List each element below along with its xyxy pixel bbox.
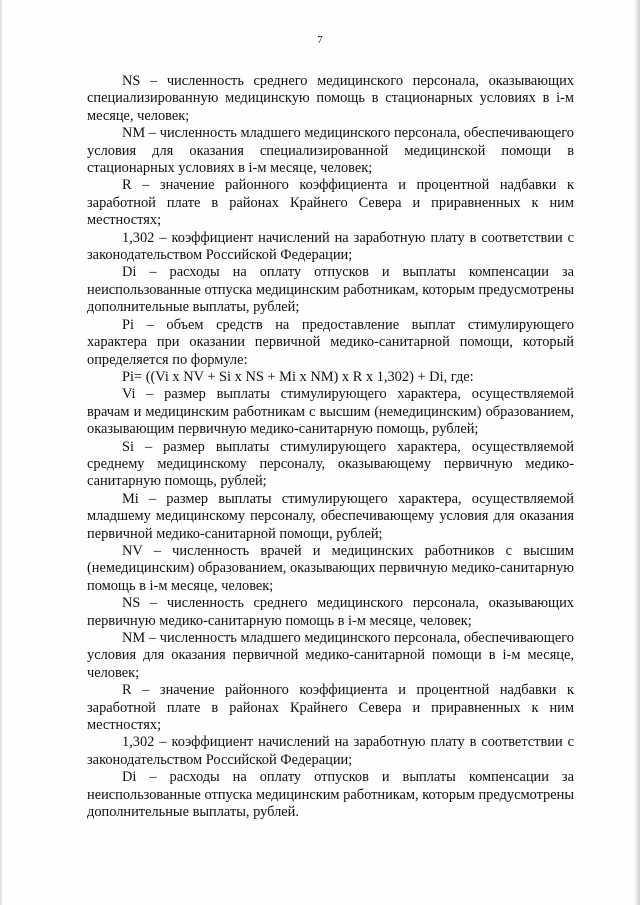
document-body [87, 73, 574, 821]
definition-vi: Vi – размер выплаты стимулирующего характера, осуществляемой врачам и медицинским работникам с высшим (немедицинским) образованием, оказывающим первичную медико-санитарную помощь, рублей; [87, 386, 574, 438]
definition-coefficient-primary: 1,302 – коэффициент начислений на заработную плату в соответствии с законодательством Российской Федерации; [87, 734, 574, 768]
definition-nm-specialized: NM – численность младшего медицинского персонала, обеспечивающего условия для оказания специализированной медицинской помощи в стационарных условиях в i-м месяце, человек; [87, 125, 574, 177]
definition-di-specialized: Di – расходы на оплату отпусков и выплаты компенсации за неиспользованные отпуска медицинским работникам, которым предусмотрены дополнительные выплаты, рублей; [87, 264, 574, 316]
page-number: 7 [317, 34, 323, 46]
scan-edge-right [634, 0, 640, 905]
definition-pi: Pi – объем средств на предоставление выплат стимулирующего характера при оказании первичной медико-санитарной помощи, который определяется по формуле: [87, 316, 574, 368]
definition-di-primary: Di – расходы на оплату отпусков и выплаты компенсации за неиспользованные отпуска медицинским работникам, которым предусмотрены дополнительные выплаты, рублей. [87, 769, 574, 821]
definition-r-primary: R – значение районного коэффициента и процентной надбавки к заработной плате в районах Крайнего Севера и приравненных к ним местностях; [87, 682, 574, 734]
definition-ns-specialized: NS – численность среднего медицинского персонала, оказывающих специализированную медицинскую помощь в стационарных условиях в i-м месяце, человек; [87, 73, 574, 124]
definition-nv-primary: NV – численность врачей и медицинских работников с высшим (немедицинским) образованием, оказывающих первичную медико-санитарную помощь в i-м месяце, человек; [87, 542, 574, 594]
definition-si: Si – размер выплаты стимулирующего характера, осуществляемой среднему медицинскому персоналу, оказывающему первичную медико-санитарную помощь, рублей; [87, 438, 574, 490]
scan-edge-left [0, 0, 3, 905]
definition-nm-primary: NM – численность младшего медицинского персонала, обеспечивающего условия для оказания первичной медико-санитарной помощи в i-м месяце, человек; [87, 630, 574, 681]
formula-pi: Pi= ((Vi x NV + Si x NS + Mi x NM) x R x 1,302) + Di, где: [122, 368, 474, 385]
definition-mi: Mi – размер выплаты стимулирующего характера, осуществляемой младшему медицинскому персоналу, обеспечивающему условия для оказания первичной медико-санитарной помощи, рублей; [87, 490, 574, 542]
definition-ns-primary: NS – численность среднего медицинского персонала, оказывающих первичную медико-санитарную помощь в i-м месяце, человек; [87, 595, 574, 629]
definition-coefficient-specialized: 1,302 – коэффициент начислений на заработную плату в соответствии с законодательством Российской Федерации; [87, 229, 574, 264]
definition-r-specialized: R – значение районного коэффициента и процентной надбавки к заработной плате в районах Крайнего Севера и приравненных к ним местностях; [87, 177, 574, 229]
